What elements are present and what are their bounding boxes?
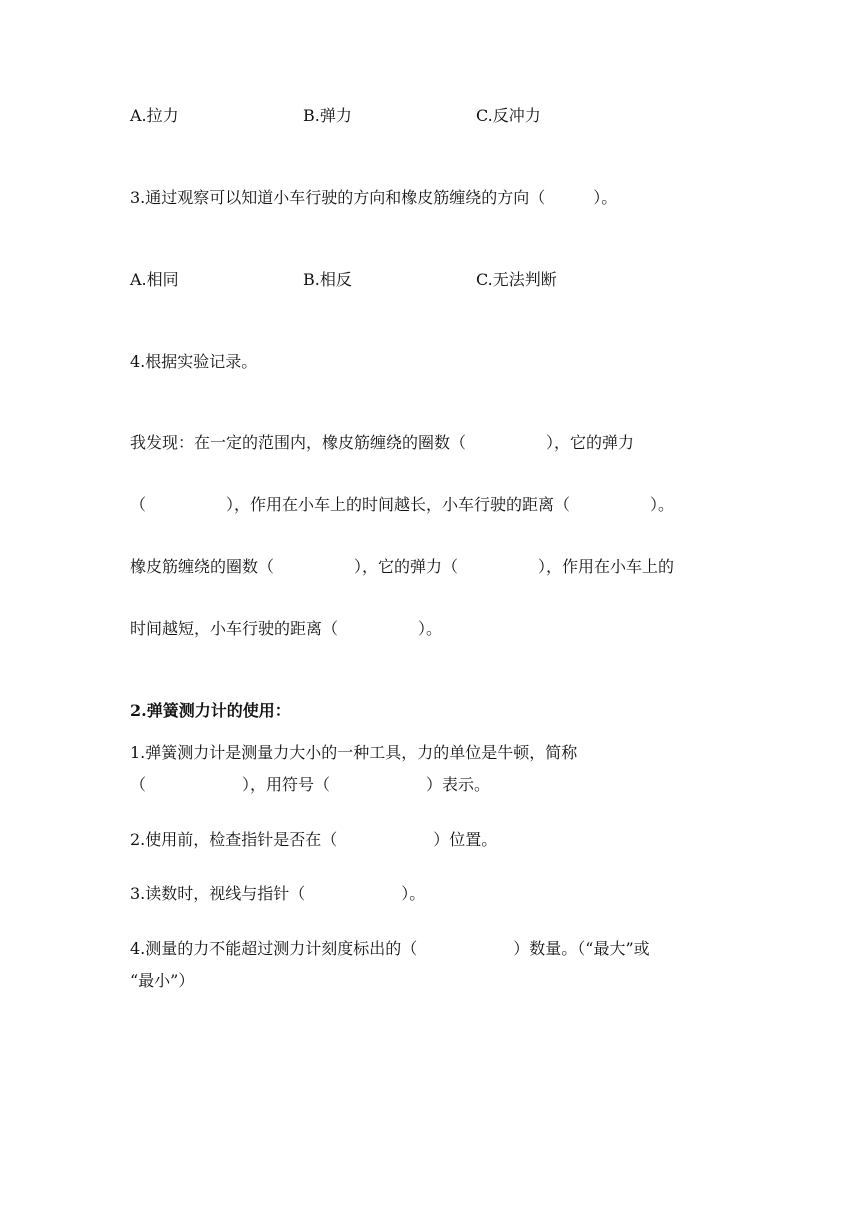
q4-question: 4.根据实验记录。 bbox=[130, 352, 258, 371]
q4-line-2: （ ），作用在小车上的时间越长，小车行驶的距离（ ）。 bbox=[130, 495, 675, 514]
q3-option-b: B.相反 bbox=[303, 270, 352, 289]
q3-option-a: A.相同 bbox=[130, 270, 179, 289]
section2-item-1-line-2: （ ），用符号（ ）表示。 bbox=[130, 775, 491, 794]
q2-option-c: C.反冲力 bbox=[476, 106, 541, 125]
q4-line-3: 橡皮筋缠绕的圈数（ ），它的弹力（ ），作用在小车上的 bbox=[130, 557, 675, 576]
q4-line-1: 我发现：在一定的范围内，橡皮筋缠绕的圈数（ ），它的弹力 bbox=[130, 433, 635, 452]
section2-heading: 2.弹簧测力计的使用： bbox=[130, 701, 291, 720]
section2-item-1-line-1: 1.弹簧测力计是测量力大小的一种工具，力的单位是牛顿，简称 bbox=[130, 743, 578, 762]
section2-item-4-line-2: “最小”） bbox=[130, 971, 195, 990]
q2-option-a: A.拉力 bbox=[130, 106, 179, 125]
q4-line-4: 时间越短，小车行驶的距离（ ）。 bbox=[130, 619, 443, 638]
q3-option-c: C.无法判断 bbox=[476, 270, 557, 289]
section2-item-4-line-1: 4.测量的力不能超过测力计刻度标出的（ ）数量。（“最大”或 bbox=[130, 939, 650, 958]
section2-item-3: 3.读数时，视线与指针（ ）。 bbox=[130, 884, 426, 903]
section2-item-2: 2.使用前，检查指针是否在（ ）位置。 bbox=[130, 830, 498, 849]
q3-question: 3.通过观察可以知道小车行驶的方向和橡皮筋缠绕的方向（ ）。 bbox=[130, 188, 618, 207]
q2-option-b: B.弹力 bbox=[303, 106, 352, 125]
